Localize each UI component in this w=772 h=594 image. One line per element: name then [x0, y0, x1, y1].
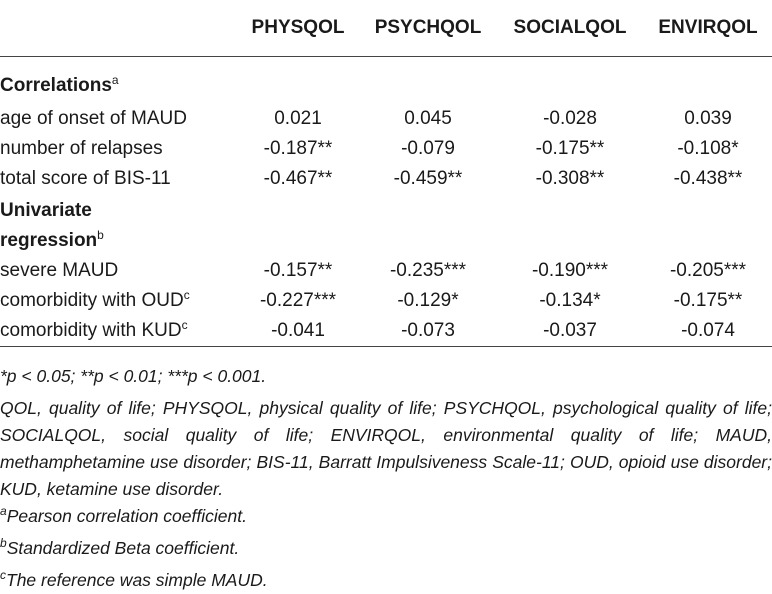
section-title	[0, 57, 772, 105]
header-socialqol: SOCIALQOL	[496, 0, 644, 57]
cell-value: 0.045	[404, 108, 452, 129]
cell-value: -0.227***	[259, 290, 337, 311]
row-label: comorbidity with OUD$^c$	[0, 288, 190, 311]
cell-value: -0.074	[644, 316, 772, 347]
header-envirqol: ENVIRQOL	[644, 0, 772, 57]
cell-value: -0.037	[496, 316, 644, 347]
header-row	[0, 0, 772, 57]
cell-value: -0.308**	[535, 168, 605, 189]
row-label: age of onset of MAUD	[0, 108, 187, 129]
cell-value: -0.108*	[677, 138, 739, 159]
cell-value: -0.235***	[389, 260, 467, 281]
cell-value: 0.021	[274, 108, 322, 129]
cell-value: 0.039	[684, 108, 732, 129]
section-correlations	[0, 57, 772, 105]
header-physqol: PHYSQOL	[236, 0, 360, 57]
cell-value: -0.079	[401, 138, 455, 159]
cell-value: -0.175**	[535, 138, 605, 159]
table-row	[0, 316, 772, 347]
table-row	[0, 134, 772, 164]
table-row	[0, 104, 772, 134]
cell-value: -0.438**	[673, 168, 743, 189]
table-row	[0, 256, 772, 286]
cell-value: -0.134*	[539, 290, 601, 311]
significance-note: *p < 0.05; **p < 0.01; ***p < 0.001.	[0, 366, 267, 386]
footnote-mark: a	[111, 73, 119, 87]
cell-value: -0.028	[543, 108, 597, 129]
table-row	[0, 286, 772, 316]
footnote-a: $^a$Pearson correlation coefficient.	[0, 504, 247, 526]
cell-value: -0.467**	[263, 168, 333, 189]
cell-value: -0.175**	[673, 290, 743, 311]
header-blank	[0, 0, 236, 57]
cell-value: -0.205***	[669, 260, 747, 281]
section-title: Univariate regression$^b$	[0, 200, 104, 251]
table-footnotes	[0, 363, 772, 594]
cell-value: -0.459**	[393, 168, 463, 189]
row-label: total score of BIS-11	[0, 168, 171, 189]
cell-value: -0.129*	[397, 290, 459, 311]
footnote-b: $^b$Standardized Beta coefficient.	[0, 536, 240, 558]
cell-value: -0.187**	[263, 138, 333, 159]
cell-value: -0.190***	[531, 260, 609, 281]
section-univariate-regression	[0, 194, 772, 256]
section-title-text: Correlations	[0, 75, 112, 96]
cell-value: -0.073	[360, 316, 496, 347]
cell-value: -0.157**	[263, 260, 333, 281]
abbreviations-note: QOL, quality of life; PHYSQOL, physical quality of life; PSYCHQOL, psychological quality of life; SOCIALQOL, social quality of life; ENVIRQOL, environmental quality of life; MAUD, methamphetamine use disorder; BIS-11, Barratt Impulsiveness Scale-11; OUD, opioid use disorder; KUD, ketamine use disorder.	[0, 398, 772, 499]
table-row	[0, 164, 772, 194]
row-label: severe MAUD	[0, 260, 119, 281]
row-label: number of relapses	[0, 138, 163, 159]
footnote-mark: b	[97, 228, 104, 242]
row-label: comorbidity with KUD$^c$	[0, 316, 236, 347]
header-psychqol: PSYCHQOL	[360, 0, 496, 57]
cell-value: -0.041	[236, 316, 360, 347]
footnote-c: $^c$The reference was simple MAUD.	[0, 568, 268, 590]
